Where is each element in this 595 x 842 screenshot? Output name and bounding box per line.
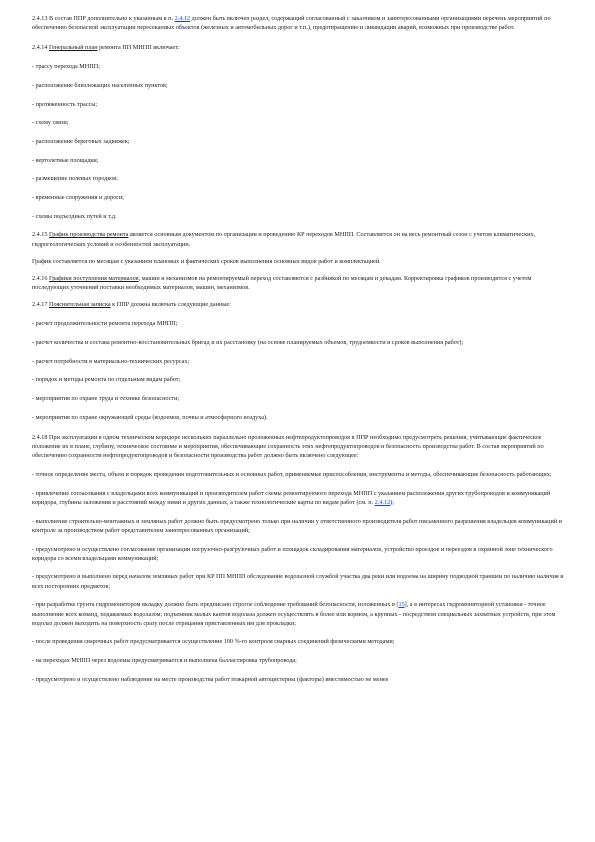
ref-link-2-4-12[interactable]: 2.4.12 xyxy=(174,15,191,22)
list-item: - на переходах МНПП через водоемы предусматривается и выполнена балластировка трубопровода; xyxy=(32,657,297,665)
list-item: - расположение береговых задвижек; xyxy=(32,137,130,145)
list-item: - схему связи; xyxy=(32,119,69,127)
list-item xyxy=(32,489,568,507)
clause-number: 2.4.15 xyxy=(32,231,48,239)
clause-title: Графики поступления материалов xyxy=(49,275,139,283)
list-item: - расчет потребности в материально-технических ресурсах; xyxy=(32,357,190,365)
list-item-text: - при разработке грунта гидромонитором вкладку должно быть предписано строгое соблюдение требований безопасности, изложенных в [ xyxy=(32,601,399,609)
paragraph-2-4-14 xyxy=(32,43,568,52)
clause-title: Пояснительная записка xyxy=(49,301,111,309)
list-item-text: - привлечение согласования с владельцами всех коммуникаций и производителем работ схемы ремонтируемого перехода МНПП с указанием расположения других трубопроводов и коммуникаций коридора, глубины заложения и расстояний между ними и других данных, а также технологические карты по видам работ (см. п. xyxy=(32,489,551,506)
list-item: - расчет количества и состава ремонтно-восстановительных бригад и их расстановку (на основе планируемых объемов, трудоемкости и сроков выполнения работ); xyxy=(32,338,464,346)
list-item: - порядок и методы ремонта по отдельным видам работ; xyxy=(32,376,181,384)
list-item: - мероприятия по охране окружающей среды (водоемов, почвы и атмосферного воздуха). xyxy=(32,413,268,421)
clause-number: 2.4.13 xyxy=(32,15,48,22)
list-item: - вертолетные площадки; xyxy=(32,156,99,164)
list-item: - расчет продолжительности ремонта перехода МНПП; xyxy=(32,320,178,328)
list-item: - временные сооружения и дороги; xyxy=(32,194,124,202)
paragraph-2-4-15 xyxy=(32,230,568,248)
list-item xyxy=(32,600,568,628)
paragraph-2-4-18 xyxy=(32,433,568,461)
clause-number: 2.4.14 xyxy=(32,44,48,52)
list-item: - предусмотрено и осуществлено согласование организации погрузочно-разгрузочных работ и площадок складирования материалов, устройство проездов и переездов в охранной зоне технического коридора со всеми владельцами коммуникаций; xyxy=(32,545,553,562)
list-item: - мероприятия по охране труда и технике безопасности; xyxy=(32,394,180,402)
list-item: - размещение полевых городков; xyxy=(32,175,118,183)
list-item: - точное определение места, объем и порядок проведения подготовительных и основных работ, применяемые приспособления, инструменты и методы, обеспечивающие безопасность работающих; xyxy=(32,470,552,478)
clause-number: 2.4.18 xyxy=(32,433,48,441)
ref-link-15[interactable]: 15 xyxy=(398,601,405,609)
list-item: - выполнение строительно-монтажных и земляных работ должно быть предусмотрено только при наличии у ответственного производителя работ письменного разрешения владельцев коммуникаций и контроле за производством работ представителем заинтересованных организаций; xyxy=(32,517,562,534)
list-item-text: ], а в интересах гидромониторной установки - точное выполнение всех команд, подаваемых водолазом; подъемник малых кантов водолаза должен осуществлять в более или кормом, а крупных - посредством специальных захватных устройств, при этом водолаз должен выходить на поверхность сразу после отрицания приставленных им для прокладки; xyxy=(32,601,556,627)
list-item: - предусмотрено и выполнено перед началом земляных работ при КР ПП МНПП обследование водолазной службой участка два реки или водоема на ширину подводной траншеи по наличию наличия и всех посторонних предметов; xyxy=(32,573,564,590)
list-item: - схемы подъездных путей и т.д. xyxy=(32,212,117,220)
document-page xyxy=(32,14,568,684)
clause-text: должен быть включен раздел, содержащий согласованный с заказчиком и заинтересованными организациями перечень мероприятий по обеспечению безопасной эксплуатации пересекаемых объектов (железных и автомобильных дорог и т.п.), предотвращению и ликвидации аварий, возможных при производстве работ. xyxy=(32,15,551,32)
clause-text: В состав ППР дополнительно к указанным в п. xyxy=(47,15,175,22)
clause-title: Генеральный план xyxy=(49,44,98,52)
clause-text: является основным документом по организации и проведению КР переходов МНПП. Составляется он на весь ремонтный сезон с учетом климатических, гидрогеологических условий и особенностей эксплуатации. xyxy=(32,231,536,248)
clause-text: к ППР должна включать следующие данные: xyxy=(110,301,231,309)
clause-text: , машин и механизмов на ремонтируемый переход составляются с разбивкой по месяцам и декадам. Корректировка графиков производится с учетом последующих уточнений поставки необходимых материалов, машин, механизмов. xyxy=(32,275,532,292)
paragraph-2-4-13 xyxy=(32,14,568,32)
clause-number: 2.4.17 xyxy=(32,301,48,309)
list-item: - после проведения сварочных работ предусматривается осуществление 100 %-го контроля сварных соединений физическими методами; xyxy=(32,638,395,646)
paragraph-schedule-note: График составляется по месяцам с указанием плановых и фактических сроков выполнения основных видов работ и комплектацией. xyxy=(32,257,381,265)
list-item: - расположение близлежащих населенных пунктов; xyxy=(32,81,168,89)
list-item-text: ); xyxy=(390,498,394,506)
ref-link-2-4-12[interactable]: 2.4.12 xyxy=(374,498,391,506)
list-item: - протяженность трассы; xyxy=(32,100,98,108)
paragraph-2-4-17 xyxy=(32,300,568,309)
paragraph-2-4-16 xyxy=(32,274,568,292)
clause-text: При эксплуатации в одном техническом коридоре нескольких параллельно проложенных нефтепродуктопроводов в ППР необходимо предусмотреть решения, учитывающие фактическое положение их в плане, глубину, техническое состояние и мероприятия, обеспечивающие сохранность этих нефтепродуктопроводов и безопасность производства работ. В состав мероприятий по обеспечению сохранности нефтепродуктопроводов и безопасности производства работ должно быть включено следующее: xyxy=(32,433,544,460)
list-item: - предусмотрено и осуществлено наблюдение на месте производства работ пожарной автоцистерны (факторы) вместимостью не менее xyxy=(32,675,389,683)
list-item: - трассу перехода МНПП; xyxy=(32,63,100,71)
clause-text: ремонта ПП МНПП включает: xyxy=(97,44,180,52)
clause-number: 2.4.16 xyxy=(32,275,48,283)
clause-title: График производства ремонта xyxy=(49,231,129,239)
